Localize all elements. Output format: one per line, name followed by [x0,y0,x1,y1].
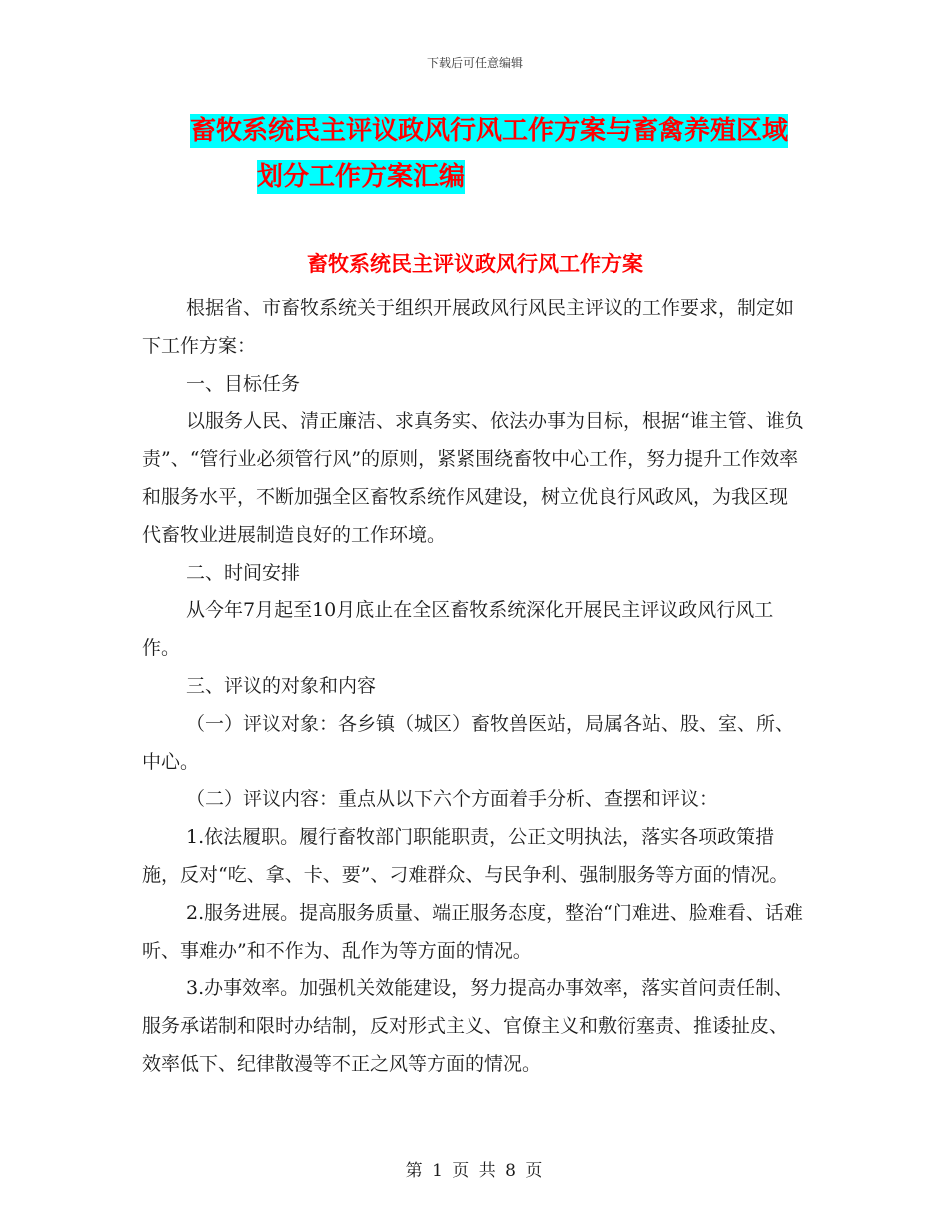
title-line-2: 划分工作方案汇编 [257,162,466,192]
heading-3: 三、评议的对象和内容 [186,674,377,697]
paragraph: 从今年7月起至10月底止在全区畜牧系统深化开展民主评议政风行风工作。 [142,599,774,660]
list-item: 1.依法履职。履行畜牧部门职能职责，公正文明执法，落实各项政策措施，反对“吃、拿、卡、要”、刁难群众、与民争利、强制服务等方面的情况。 [142,826,789,886]
page-footer: 第 1 页 共 8 页 [405,1161,545,1181]
page-header-note: 下载后可任意编辑 [426,56,523,70]
paragraph: （二）评议内容：重点从以下六个方面着手分析、查摆和评议： [186,788,719,811]
heading-2: 二、时间安排 [186,561,301,584]
document-title [190,108,810,200]
title-line-1: 畜牧系统民主评议政风行风工作方案与畜禽养殖区域 [190,116,789,146]
paragraph: 根据省、市畜牧系统关于组织开展政风行风民主评议的工作要求，制定如下工作方案： [142,297,795,357]
document-body [142,290,806,1084]
paragraph: （一）评议对象：各乡镇（城区）畜牧兽医站，局属各站、股、室、所、中心。 [142,712,795,773]
paragraph: 以服务人民、清正廉洁、求真务实、依法办事为目标，根据“谁主管、谁负责”、“管行业必须管行风”的原则，紧紧围绕畜牧中心工作，努力提升工作效率和服务水平，不断加强全区畜牧系统作风建设，树立优良行风政风，为我区现代畜牧业进展制造良好的工作环境。 [142,410,804,546]
list-item: 2.服务进展。提高服务质量、端正服务态度，整治“门难进、脸难看、话难听、事难办”和不作为、乱作为等方面的情况。 [142,901,803,962]
section-title: 畜牧系统民主评议政风行风工作方案 [307,252,643,276]
list-item: 3.办事效率。加强机关效能建设，努力提高办事效率，落实首问责任制、服务承诺制和限时办结制，反对形式主义、官僚主义和敷衍塞责、推诿扯皮、效率低下、纪律散漫等不正之风等方面的情况。 [142,977,794,1075]
heading-1: 一、目标任务 [186,372,301,395]
